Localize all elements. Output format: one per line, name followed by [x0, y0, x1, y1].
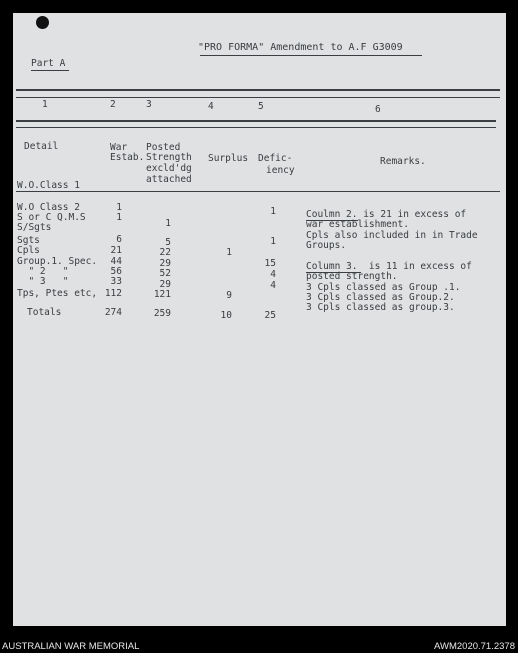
detail-cell: " 3 ": [17, 276, 69, 287]
surplus-cell: 1: [226, 247, 232, 258]
war-cell: 44: [110, 256, 122, 267]
remark-line: Groups.: [306, 240, 347, 251]
posted-cell: 22: [159, 247, 171, 258]
rule-header-bottom: [16, 191, 500, 192]
header-excluding: excld'dg: [146, 163, 192, 174]
header-detail: Detail: [24, 141, 59, 152]
column-number-5: 5: [258, 101, 264, 112]
deficiency-cell: 15: [264, 258, 276, 269]
remark-line: war establishment.: [306, 219, 409, 230]
remark-line: 3 Cpls classed as Group.2.: [306, 292, 455, 303]
remark-line: 3 Cpls classed as group.3.: [306, 302, 455, 313]
header-posted: Posted: [146, 142, 181, 153]
part-label: Part A: [31, 58, 66, 69]
deficiency-cell: 4: [270, 269, 276, 280]
remark-line: Cpls also included in in Trade: [306, 230, 478, 241]
war-cell: 56: [110, 266, 122, 277]
column-number-3: 3: [146, 99, 152, 110]
rule-under-numbers-2: [16, 127, 496, 128]
rule-top: [16, 89, 500, 91]
posted-cell: 29: [159, 258, 171, 269]
rule-top-2: [16, 97, 500, 98]
header-attached: attached: [146, 174, 192, 185]
detail-cell: S or C Q.M.S: [17, 212, 86, 223]
rule-under-numbers: [16, 120, 496, 122]
header-deficiency-2: iency: [266, 165, 295, 176]
detail-cell: S/Sgts: [17, 222, 52, 233]
footer-credit: AUSTRALIAN WAR MEMORIAL: [2, 641, 140, 652]
posted-cell: 5: [165, 237, 171, 248]
column-number-2: 2: [110, 99, 116, 110]
header-war: War: [110, 142, 128, 153]
column-number-6: 6: [375, 104, 381, 115]
header-remarks: Remarks.: [380, 156, 426, 167]
remark-line: posted strength.: [306, 271, 398, 282]
detail-cell: Sgts: [17, 235, 40, 246]
posted-cell: 29: [159, 279, 171, 290]
totals-label: Totals: [27, 307, 62, 318]
totals-surplus: 10: [220, 310, 232, 321]
remark-line: Column 3. is 11 in excess of: [306, 261, 472, 272]
surplus-cell: 9: [226, 290, 232, 301]
column-number-1: 1: [42, 99, 48, 110]
war-cell: 112: [104, 288, 122, 299]
war-cell: 21: [110, 245, 122, 256]
detail-cell: Tps, Ptes etc,: [17, 288, 98, 299]
posted-cell: 52: [159, 268, 171, 279]
header-deficiency: Defic-: [258, 153, 293, 164]
war-cell: 33: [110, 276, 122, 287]
totals-posted: 259: [153, 308, 171, 319]
war-cell: 6: [116, 234, 122, 245]
totals-war: 274: [104, 307, 122, 318]
remark-line: Coulmn 2. is 21 in excess of: [306, 209, 467, 220]
punch-hole: [36, 16, 49, 29]
totals-deficiency: 25: [264, 310, 276, 321]
detail-cell: " 2 ": [17, 266, 69, 277]
detail-cell: Group.1. Spec.: [17, 256, 98, 267]
deficiency-cell: 1: [270, 236, 276, 247]
deficiency-cell: 1: [270, 206, 276, 217]
footer-accession-number: AWM2020.71.2378: [434, 641, 515, 652]
document-title: "PRO FORMA" Amendment to A.F G3009: [198, 42, 403, 53]
deficiency-cell: 4: [270, 280, 276, 291]
detail-cell: W.O Class 2: [17, 202, 80, 213]
column-number-4: 4: [208, 101, 214, 112]
war-cell: 1: [116, 212, 122, 223]
section-label: W.O.Class 1: [17, 180, 80, 191]
war-cell: 1: [116, 202, 122, 213]
part-underline: [31, 70, 69, 71]
header-surplus: Surplus: [208, 153, 249, 164]
title-underline: [200, 55, 422, 56]
remark-line: 3 Cpls classed as Group .1.: [306, 282, 461, 293]
header-estab: Estab.: [110, 152, 145, 163]
header-strength: Strength: [146, 152, 192, 163]
detail-cell: Cpls: [17, 245, 40, 256]
posted-cell: 121: [153, 289, 171, 300]
posted-cell: 1: [165, 218, 171, 229]
